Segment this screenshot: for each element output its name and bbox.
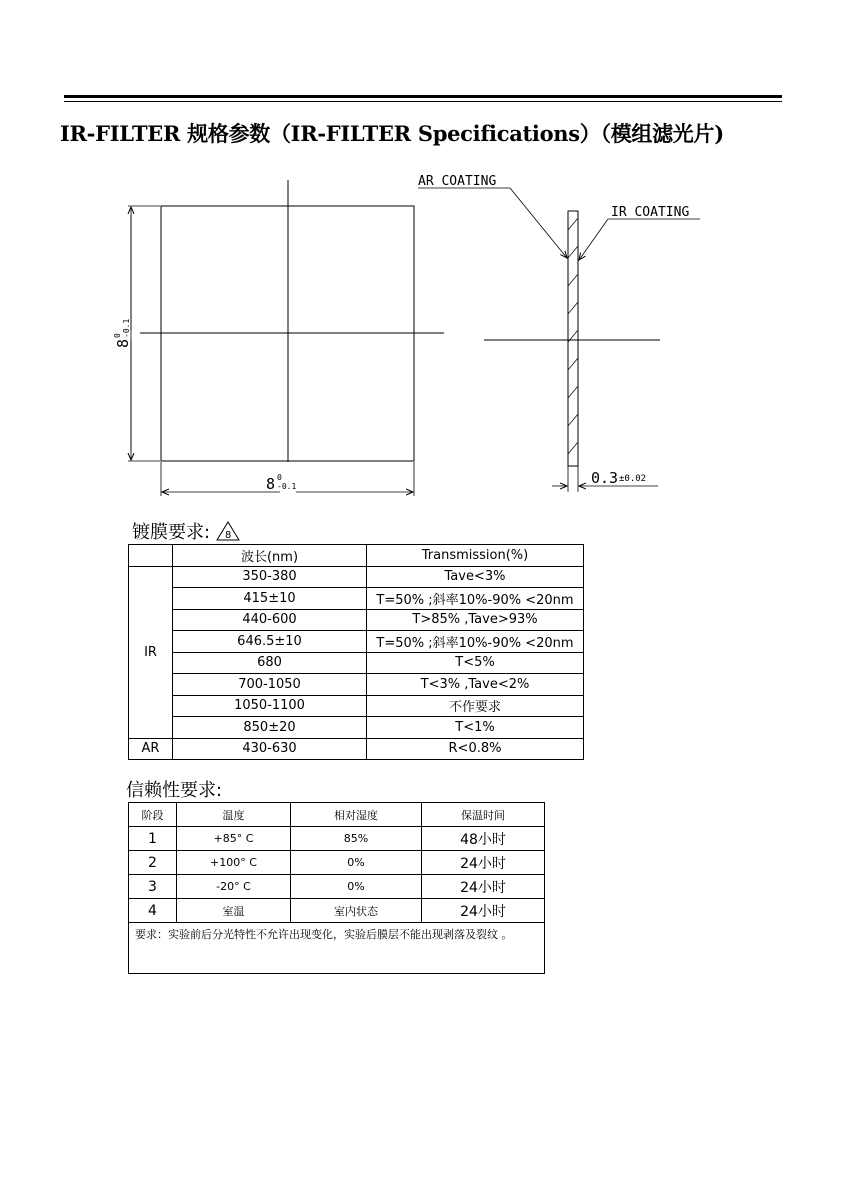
table-row: 440-600 T>85% ,Tave>93% xyxy=(129,609,584,631)
svg-text:-0.1: -0.1 xyxy=(122,318,131,338)
table-row: 2 +100° C 0% 24小时 xyxy=(129,851,545,875)
technical-drawing xyxy=(0,0,847,520)
table-row: IR 350-380 Tave<3% xyxy=(129,566,584,588)
table-row: AR 430-630 R<0.8% xyxy=(129,738,584,760)
height-dimension-value: 8 xyxy=(114,338,132,348)
table-row: 850±20 T<1% xyxy=(129,717,584,739)
svg-text:0: 0 xyxy=(113,333,122,338)
table-row: 700-1050 T<3% ,Tave<2% xyxy=(129,674,584,696)
coating-header-row xyxy=(129,545,584,567)
coating-table xyxy=(128,544,584,760)
reliability-heading: 信赖性要求: xyxy=(126,780,223,801)
table-row: 415±10 T=50% ;斜率10%-90% <20nm xyxy=(129,588,584,610)
table-row: 680 T<5% xyxy=(129,652,584,674)
table-row: 646.5±10 T=50% ;斜率10%-90% <20nm xyxy=(129,631,584,653)
ir-coating-label: IR COATING xyxy=(611,205,690,220)
filter-side-outline xyxy=(568,211,578,466)
page-title: IR-FILTER 规格参数（IR-FILTER Specifications）（模组滤光片) xyxy=(60,121,724,146)
coating-heading: 镀膜要求: 8 xyxy=(132,518,240,544)
svg-text:0: 0 xyxy=(277,473,282,482)
revision-triangle-icon xyxy=(216,521,240,541)
table-row: 1050-1100 不作要求 xyxy=(129,695,584,717)
table-row: 3 -20° C 0% 24小时 xyxy=(129,875,545,899)
svg-text:-0.1: -0.1 xyxy=(277,482,297,491)
thickness-dimension-tol: ±0.02 xyxy=(619,474,647,484)
ir-group-cell: IR xyxy=(129,566,173,738)
thickness-dimension-value: 0.3 xyxy=(591,469,619,487)
reliability-table xyxy=(128,802,545,974)
col-transmission: Transmission(%) xyxy=(367,545,584,567)
reliability-note-row xyxy=(129,923,545,974)
reliability-note: 要求：实验前后分光特性不允许出现变化，实验后膜层不能出现剥落及裂纹 。 xyxy=(129,923,545,974)
width-dimension-value: 8 xyxy=(266,475,276,493)
table-row: 1 +85° C 85% 48小时 xyxy=(129,827,545,851)
table-row: 4 室温 室内状态 24小时 xyxy=(129,899,545,923)
reliability-header-row: 阶段 温度 相对湿度 保温时间 xyxy=(129,803,545,827)
col-wavelength: 波长(nm) xyxy=(173,545,367,567)
svg-text:8: 8 xyxy=(224,530,232,541)
ar-group-cell: AR xyxy=(129,738,173,760)
ar-coating-label: AR COATING xyxy=(418,174,497,189)
